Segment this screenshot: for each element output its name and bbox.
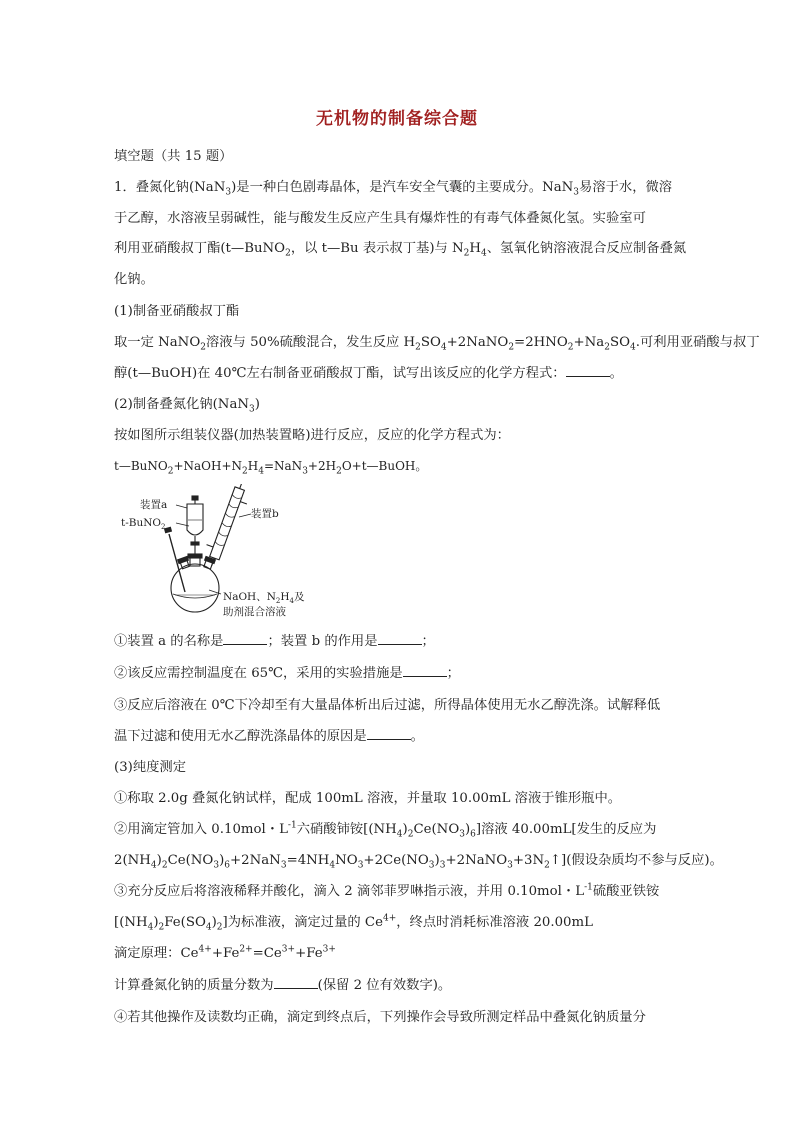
answer-blank[interactable] — [403, 664, 447, 677]
part2-equation: $t—BuNO_2+NaOH+N_2H_4=NaN_3+2H_2O+t—BuOH$。 — [114, 459, 428, 477]
answer-blank[interactable] — [274, 976, 318, 989]
part3-step-4: ④若其他操作及读数均正确，滴定到终点后，下列操作会导致所测定样品中叠氮化钠质量分 — [114, 1010, 646, 1025]
titration-principle: 滴定原理：$Ce^{4+}+Fe^{2+}=Ce^{3+}+Fe^{3+}$ — [114, 944, 336, 961]
part3-step-1: ①称取 2.0g 叠氮化钠试样，配成 100mL 溶液，并量取 10.00mL 溶液于锥形瓶中。 — [114, 791, 622, 806]
page-title: 无机物的制备综合题 — [316, 109, 478, 129]
question-iii-line-1: ③反应后溶液在 0℃下冷却至有大量晶体析出后过滤，所得晶体使用无水乙醇洗涤。试解释低 — [114, 698, 661, 713]
label-solution-line-2: 助剂混合溶液 — [223, 606, 286, 618]
q1-intro-line-3: 利用亚硝酸叔丁酯(t—BuNO$_2$，以 t—Bu 表示叔丁基)与 $N_2H_4$、氢氧化钠溶液混合反应制备叠氮 — [114, 241, 687, 259]
question-i: ①装置 a 的名称是 ；装置 b 的作用是 ； — [114, 634, 435, 649]
answer-blank[interactable] — [367, 727, 411, 740]
answer-blank[interactable] — [223, 632, 267, 645]
part1-heading: (1)制备亚硝酸叔丁酯 — [114, 304, 240, 319]
answer-blank[interactable] — [378, 632, 422, 645]
part3-calc: 计算叠氮化钠的质量分数为 (保留 2 位有效数字)。 — [114, 978, 452, 993]
part3-step-3: ③充分反应后将溶液稀释并酸化，滴入 2 滴邻菲罗啉指示液，并用 0.10mol・$L^{-1}$硫酸亚铁铵 — [114, 882, 660, 899]
dropping-funnel — [187, 504, 203, 535]
apparatus-diagram — [113, 484, 313, 624]
label-apparatus-b: 装置b — [251, 508, 279, 520]
label-reagent: t-BuNO$_2$ — [121, 517, 166, 531]
apparatus-drawing — [113, 484, 313, 624]
part3-heading: (3)纯度测定 — [114, 760, 187, 775]
label-apparatus-a: 装置a — [140, 499, 168, 511]
section-heading: 填空题（共 15 题） — [114, 149, 233, 164]
q1-intro-line-4: 化钠。 — [114, 272, 154, 287]
part2-text: 按如图所示组装仪器(加热装置略)进行反应，反应的化学方程式为： — [114, 428, 510, 443]
part3-step-3-cont: $[(NH_4)_2Fe(SO_4)_2]$为标准液，滴定过量的 $Ce^{4+}$，终点时消耗标准溶液 20.00mL — [114, 913, 593, 933]
question-ii: ②该反应需控制温度在 65℃，采用的实验措施是 ； — [114, 666, 460, 681]
answer-blank[interactable] — [566, 364, 610, 377]
round-bottom-flask — [171, 564, 219, 612]
label-solution-line-1: NaOH、$N_2H_4$及 — [223, 591, 305, 605]
q1-intro-line-2: 于乙醇，水溶液呈弱碱性，能与酸发生反应产生具有爆炸性的有毒气体叠氮化氢。实验室可 — [114, 211, 646, 226]
part3-reaction: $2(NH_4)_2Ce(NO_3)_6+2NaN_3=4NH_4NO_3+2Ce(NO_3)_3+2NaNO_3+3N_2↑$](假设杂质均不参与反应)。 — [114, 853, 723, 871]
q1-intro-line-1: 1．叠氮化钠(NaN$_3$)是一种白色剧毒晶体，是汽车安全气囊的主要成分。NaN$_3$易溶于水，微溶 — [114, 180, 673, 198]
part1-line-1: 取一定 NaNO$_2$溶液与 50%硫酸混合，发生反应 $H_2SO_4+2NaNO_2=2HNO_2+Na_2SO_4$.可利用亚硝酸与叔丁 — [114, 335, 760, 353]
part1-line-2: 醇(t—BuOH)在 40℃左右制备亚硝酸叔丁酯，试写出该反应的化学方程式： 。 — [114, 366, 623, 381]
part3-step-2: ②用滴定管加入 0.10mol・$L^{-1}$六硝酸铈铵$[(NH_4)_2Ce(NO_3)_6]$溶液 40.00mL[发生的反应为 — [114, 820, 657, 840]
question-iii-line-2: 温下过滤和使用无水乙醇洗涤晶体的原因是 。 — [114, 729, 424, 744]
part2-heading: (2)制备叠氮化钠(NaN$_3$) — [114, 397, 260, 415]
